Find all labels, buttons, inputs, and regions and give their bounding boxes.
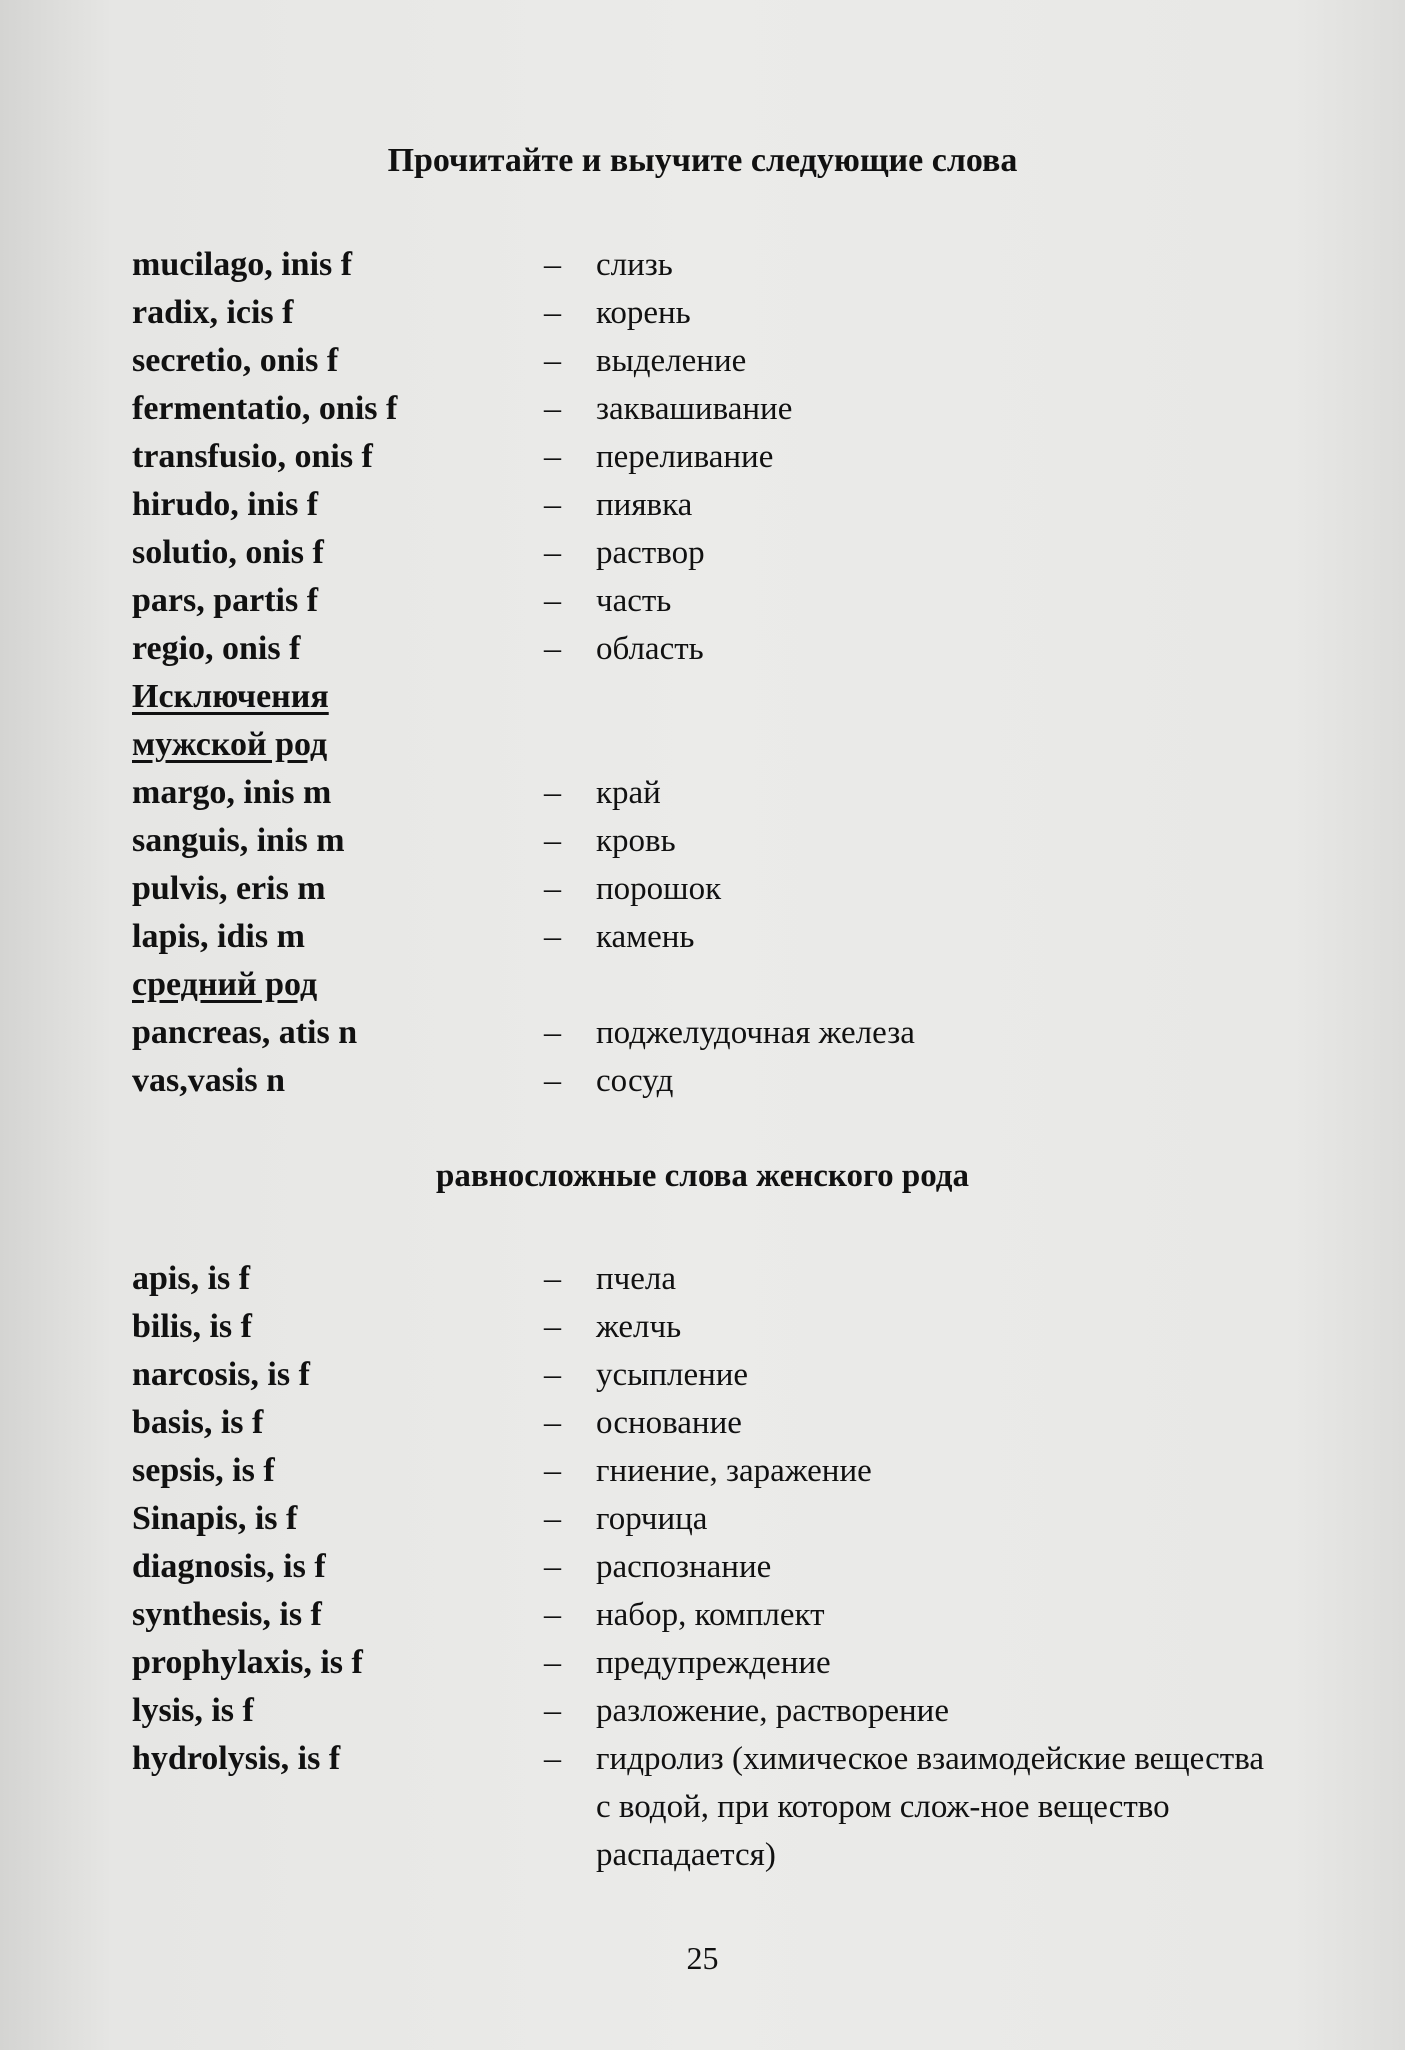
latin-term: secretio, onis f xyxy=(132,342,339,379)
translation: желчь xyxy=(596,1309,682,1345)
dash: – xyxy=(544,246,561,283)
dash: – xyxy=(544,534,561,571)
dash: – xyxy=(544,1308,561,1345)
list-item xyxy=(132,241,915,289)
latin-term: sepsis, is f xyxy=(132,1452,275,1489)
list-item xyxy=(132,1057,915,1105)
translation: разложение, растворение xyxy=(596,1693,949,1729)
dash: – xyxy=(544,1740,561,1777)
latin-term: pulvis, eris m xyxy=(132,870,326,907)
translation: гидролиз (химическое взаимодейские вещества с водой, при котором слож-ное вещество распадается) xyxy=(596,1741,1264,1873)
translation: предупреждение xyxy=(596,1645,831,1681)
section-title: Прочитайте и выучите следующие слова xyxy=(387,142,1018,179)
translation: кровь xyxy=(596,823,676,859)
dash: – xyxy=(544,390,561,427)
dash: – xyxy=(544,1500,561,1537)
list-item xyxy=(132,1735,1276,1879)
list-item xyxy=(132,577,915,625)
exceptions-heading: Исключения xyxy=(132,678,329,715)
translation: камень xyxy=(596,919,695,955)
translation: распознание xyxy=(596,1549,772,1585)
masculine-heading: мужской род xyxy=(132,726,328,763)
translation: выделение xyxy=(596,343,747,379)
latin-term: transfusio, onis f xyxy=(132,438,373,475)
translation: раствор xyxy=(596,535,705,571)
list-item xyxy=(132,337,915,385)
latin-term: vas,vasis n xyxy=(132,1062,286,1099)
latin-term: hydrolysis, is f xyxy=(132,1740,341,1777)
list-item xyxy=(132,817,915,865)
latin-term: lysis, is f xyxy=(132,1692,254,1729)
translation: гниение, заражение xyxy=(596,1453,872,1489)
latin-term: Sinapis, is f xyxy=(132,1500,298,1537)
list-item xyxy=(132,1447,1276,1495)
list-item xyxy=(132,1591,1276,1639)
list-item xyxy=(132,1639,1276,1687)
dash: – xyxy=(544,1548,561,1585)
dash: – xyxy=(544,486,561,523)
list-item xyxy=(132,865,915,913)
dash: – xyxy=(544,294,561,331)
dash: – xyxy=(544,1452,561,1489)
latin-term: bilis, is f xyxy=(132,1308,252,1345)
latin-term: solutio, onis f xyxy=(132,534,324,571)
latin-term: basis, is f xyxy=(132,1404,264,1441)
list-item xyxy=(132,1399,1276,1447)
latin-term: pars, partis f xyxy=(132,582,319,619)
list-item xyxy=(132,1543,1276,1591)
latin-term: lapis, idis m xyxy=(132,918,305,955)
dash: – xyxy=(544,438,561,475)
latin-term: fermentatio, onis f xyxy=(132,390,398,427)
latin-term: narcosis, is f xyxy=(132,1356,310,1393)
list-item xyxy=(132,529,915,577)
dash: – xyxy=(544,1062,561,1099)
dash: – xyxy=(544,822,561,859)
translation: пиявка xyxy=(596,487,693,523)
translation: сосуд xyxy=(596,1063,674,1099)
vocabulary-list-2 xyxy=(132,1255,1276,1879)
dash: – xyxy=(544,870,561,907)
list-item xyxy=(132,1687,1276,1735)
list-item xyxy=(132,385,915,433)
translation: порошок xyxy=(596,871,722,907)
latin-term: regio, onis f xyxy=(132,630,301,667)
list-item xyxy=(132,1303,1276,1351)
list-item xyxy=(132,913,915,961)
dash: – xyxy=(544,774,561,811)
list-item xyxy=(132,1351,1276,1399)
dash: – xyxy=(544,1596,561,1633)
list-item xyxy=(132,1009,915,1057)
latin-term: sanguis, inis m xyxy=(132,822,345,859)
list-item xyxy=(132,769,915,817)
section-subtitle: равносложные слова женского рода xyxy=(436,1158,969,1194)
dash: – xyxy=(544,582,561,619)
latin-term: synthesis, is f xyxy=(132,1596,322,1633)
list-item xyxy=(132,481,915,529)
dash: – xyxy=(544,1404,561,1441)
list-item xyxy=(132,1495,1276,1543)
neuter-heading: средний род xyxy=(132,966,318,1003)
translation: горчица xyxy=(596,1501,708,1537)
translation: усыпление xyxy=(596,1357,749,1393)
list-item xyxy=(132,433,915,481)
translation: переливание xyxy=(596,439,774,475)
dash: – xyxy=(544,1644,561,1681)
latin-term: diagnosis, is f xyxy=(132,1548,326,1585)
dash: – xyxy=(544,1014,561,1051)
translation: основание xyxy=(596,1405,742,1441)
translation: пчела xyxy=(596,1261,677,1297)
dash: – xyxy=(544,1692,561,1729)
dash: – xyxy=(544,630,561,667)
dash: – xyxy=(544,342,561,379)
dash: – xyxy=(544,1260,561,1297)
translation: набор, комплект xyxy=(596,1597,825,1633)
latin-term: hirudo, inis f xyxy=(132,486,319,523)
latin-term: prophylaxis, is f xyxy=(132,1644,363,1681)
page-number: 25 xyxy=(686,1940,719,1976)
latin-term: pancreas, atis n xyxy=(132,1014,358,1051)
dash: – xyxy=(544,918,561,955)
latin-term: margo, inis m xyxy=(132,774,332,811)
latin-term: radix, icis f xyxy=(132,294,294,331)
translation: корень xyxy=(596,295,691,331)
vocabulary-list-1 xyxy=(132,241,915,1105)
latin-term: mucilago, inis f xyxy=(132,246,353,283)
translation: заквашивание xyxy=(596,391,793,427)
translation: слизь xyxy=(596,247,673,283)
list-item xyxy=(132,289,915,337)
translation: область xyxy=(596,631,704,667)
latin-term: apis, is f xyxy=(132,1260,251,1297)
list-item xyxy=(132,1255,1276,1303)
translation: край xyxy=(596,775,661,811)
list-item xyxy=(132,625,915,673)
translation: часть xyxy=(596,583,672,619)
translation: поджелудочная железа xyxy=(596,1015,915,1051)
dash: – xyxy=(544,1356,561,1393)
